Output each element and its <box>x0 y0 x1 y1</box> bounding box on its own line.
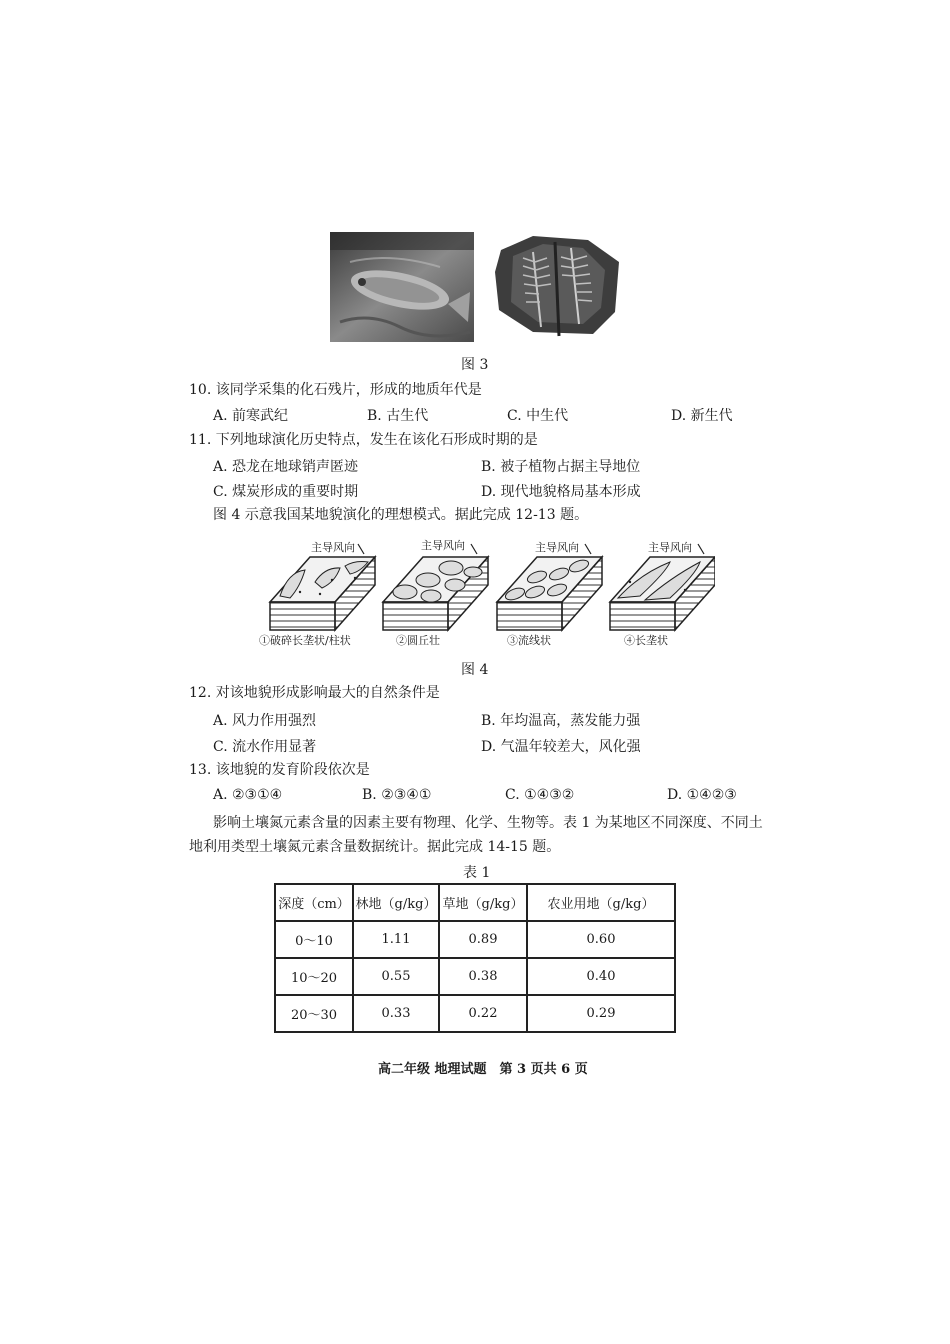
table-cell: 0.38 <box>439 958 527 995</box>
q11-option-c: C. 煤炭形成的重要时期 <box>213 484 359 500</box>
landform-block-1 <box>270 544 375 630</box>
table-cell: 20～30 <box>275 995 353 1032</box>
q11-option-d: D. 现代地貌格局基本形成 <box>481 484 641 500</box>
page-footer: 高二年级 地理试题 第 3 页共 6 页 <box>378 1062 588 1077</box>
landform-block-3 <box>497 544 602 630</box>
table-row <box>275 921 675 958</box>
table-cell: 10～20 <box>275 958 353 995</box>
table-cell: 0～10 <box>275 921 353 958</box>
wind-label-1: 主导风向 <box>311 541 355 554</box>
q10-option-d: D. 新生代 <box>671 408 733 424</box>
table-cell: 0.40 <box>527 958 675 995</box>
fern-fossil-photo <box>493 232 623 338</box>
q10-option-a: A. 前寒武纪 <box>213 408 289 424</box>
table-cell: 0.22 <box>439 995 527 1032</box>
table-cell: 0.60 <box>527 921 675 958</box>
soil-nitrogen-table <box>274 883 676 1033</box>
figure4-caption: 图 4 <box>461 662 489 678</box>
landform-block-2 <box>383 544 488 630</box>
q11-stem: 11. 下列地球演化历史特点，发生在该化石形成时期的是 <box>189 432 538 448</box>
table-header-cell: 草地（g/kg） <box>439 884 527 921</box>
table-header-cell: 农业用地（g/kg） <box>527 884 675 921</box>
q11-option-b: B. 被子植物占据主导地位 <box>481 459 641 475</box>
intro-q14-15-line1: 影响土壤氮元素含量的因素主要有物理、化学、生物等。表 1 为某地区不同深度、不同土 <box>213 815 763 831</box>
q12-option-b: B. 年均温高，蒸发能力强 <box>481 713 641 729</box>
q11-option-a: A. 恐龙在地球销声匿迹 <box>213 459 359 475</box>
table-cell: 0.33 <box>353 995 439 1032</box>
intro-q12-13: 图 4 示意我国某地貌演化的理想模式。据此完成 12-13 题。 <box>213 507 589 523</box>
table-header-row <box>275 884 675 921</box>
block-label-2: ②圆丘壮 <box>396 634 440 647</box>
q10-option-c: C. 中生代 <box>507 408 569 424</box>
table-cell: 0.55 <box>353 958 439 995</box>
table-cell: 0.29 <box>527 995 675 1032</box>
q10-option-b: B. 古生代 <box>367 408 429 424</box>
intro-q14-15-line2: 地利用类型土壤氮元素含量数据统计。据此完成 14-15 题。 <box>189 839 561 855</box>
q12-option-d: D. 气温年较差大，风化强 <box>481 739 641 755</box>
q12-option-a: A. 风力作用强烈 <box>213 713 317 729</box>
block-label-4: ④长垄状 <box>624 634 668 647</box>
table-row <box>275 995 675 1032</box>
q13-option-c: C. ①④③② <box>505 787 575 803</box>
q12-option-c: C. 流水作用显著 <box>213 739 317 755</box>
q12-stem: 12. 对该地貌形成影响最大的自然条件是 <box>189 685 440 701</box>
wind-label-2: 主导风向 <box>421 539 465 552</box>
block-label-1: ①破碎长垄状/柱状 <box>259 634 351 647</box>
block-label-3: ③流线状 <box>507 634 551 647</box>
table-header-cell: 深度（cm） <box>275 884 353 921</box>
q13-option-a: A. ②③①④ <box>213 787 283 803</box>
fish-fossil-photo <box>330 232 474 342</box>
table-row <box>275 958 675 995</box>
q10-stem: 10. 该同学采集的化石残片，形成的地质年代是 <box>189 382 482 398</box>
q13-option-b: B. ②③④① <box>362 787 432 803</box>
wind-label-3: 主导风向 <box>535 541 579 554</box>
figure3-caption: 图 3 <box>461 357 489 373</box>
landform-block-4 <box>610 544 715 630</box>
wind-label-4: 主导风向 <box>648 541 692 554</box>
q13-option-d: D. ①④②③ <box>667 787 737 803</box>
table-cell: 0.89 <box>439 921 527 958</box>
table-cell: 1.11 <box>353 921 439 958</box>
q13-stem: 13. 该地貌的发育阶段依次是 <box>189 762 370 778</box>
table-header-cell: 林地（g/kg） <box>353 884 439 921</box>
table1-caption: 表 1 <box>463 865 491 881</box>
